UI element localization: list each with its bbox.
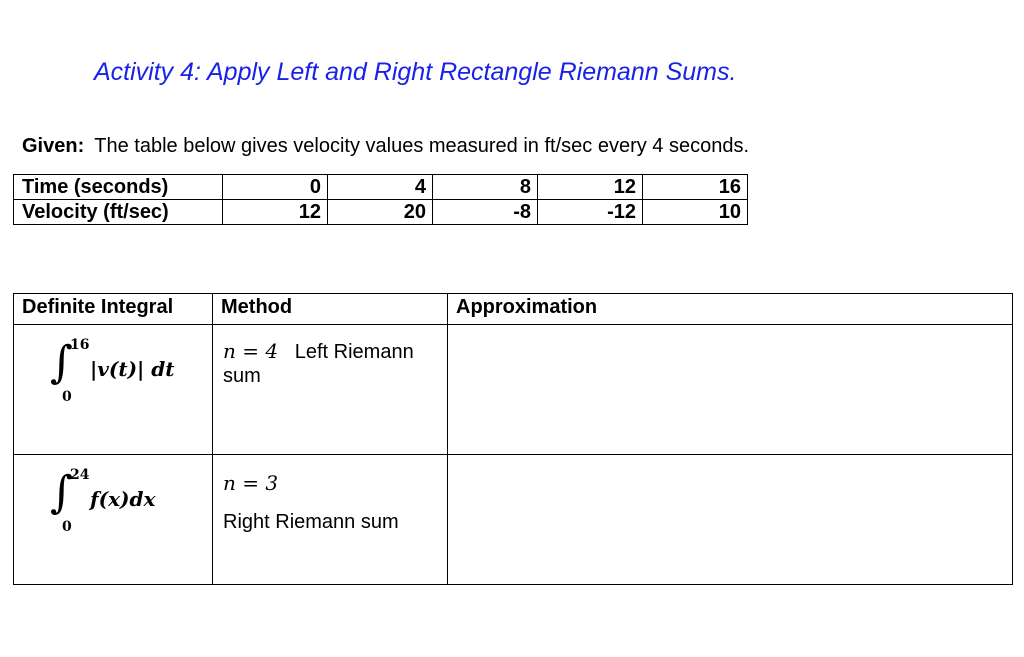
approximation-cell[interactable]: [448, 325, 1013, 455]
integral-expression: [14, 455, 196, 584]
time-cell: 12: [538, 175, 643, 200]
method-label-cont: sum: [223, 365, 261, 387]
velocity-cell: -12: [538, 200, 643, 225]
velocity-row: [14, 200, 748, 225]
given-label: Given:: [22, 135, 85, 157]
integral-lower-limit: 0: [62, 389, 72, 405]
time-cell: 0: [223, 175, 328, 200]
method-n: n = 4: [223, 339, 279, 363]
velocity-cell: 20: [328, 200, 433, 225]
velocity-table: [13, 174, 748, 225]
method-n: n = 3: [223, 471, 279, 495]
header-method: Method: [213, 294, 448, 325]
velocity-cell: -8: [433, 200, 538, 225]
integral-lower-limit: 0: [62, 519, 72, 535]
header-row: [14, 294, 1013, 325]
riemann-table: [13, 293, 1013, 585]
time-header: Time (seconds): [14, 175, 223, 200]
method-cell: [213, 325, 448, 455]
integral-upper-limit: 24: [70, 467, 90, 483]
integral-expression: [14, 325, 196, 454]
table-row: [14, 455, 1013, 585]
integrand: |v(t)| dt: [90, 357, 175, 381]
activity-title: Activity 4: Apply Left and Right Rectangle Riemann Sums.: [94, 58, 737, 86]
velocity-cell: 10: [643, 200, 748, 225]
approximation-cell[interactable]: [448, 455, 1013, 585]
time-cell: 4: [328, 175, 433, 200]
given-statement: [22, 135, 749, 158]
method-label: Left Riemann: [294, 341, 414, 363]
integral-sign-icon: ∫: [50, 467, 73, 518]
velocity-cell: 12: [223, 200, 328, 225]
integral-cell: [14, 455, 213, 585]
table-row: [14, 325, 1013, 455]
integral-upper-limit: 16: [70, 337, 90, 353]
time-row: [14, 175, 748, 200]
header-definite-integral: Definite Integral: [14, 294, 213, 325]
velocity-header: Velocity (ft/sec): [14, 200, 223, 225]
method-text-block: [213, 455, 447, 534]
integral-cell: [14, 325, 213, 455]
integral-sign-icon: ∫: [50, 337, 73, 388]
method-label: Right Riemann sum: [223, 511, 399, 533]
given-text: The table below gives velocity values measured in ft/sec every 4 seconds.: [94, 135, 750, 157]
time-cell: 8: [433, 175, 538, 200]
header-approximation: Approximation: [448, 294, 1013, 325]
integrand: f(x)dx: [90, 487, 156, 511]
method-text-block: [213, 325, 447, 388]
time-cell: 16: [643, 175, 748, 200]
method-cell: [213, 455, 448, 585]
